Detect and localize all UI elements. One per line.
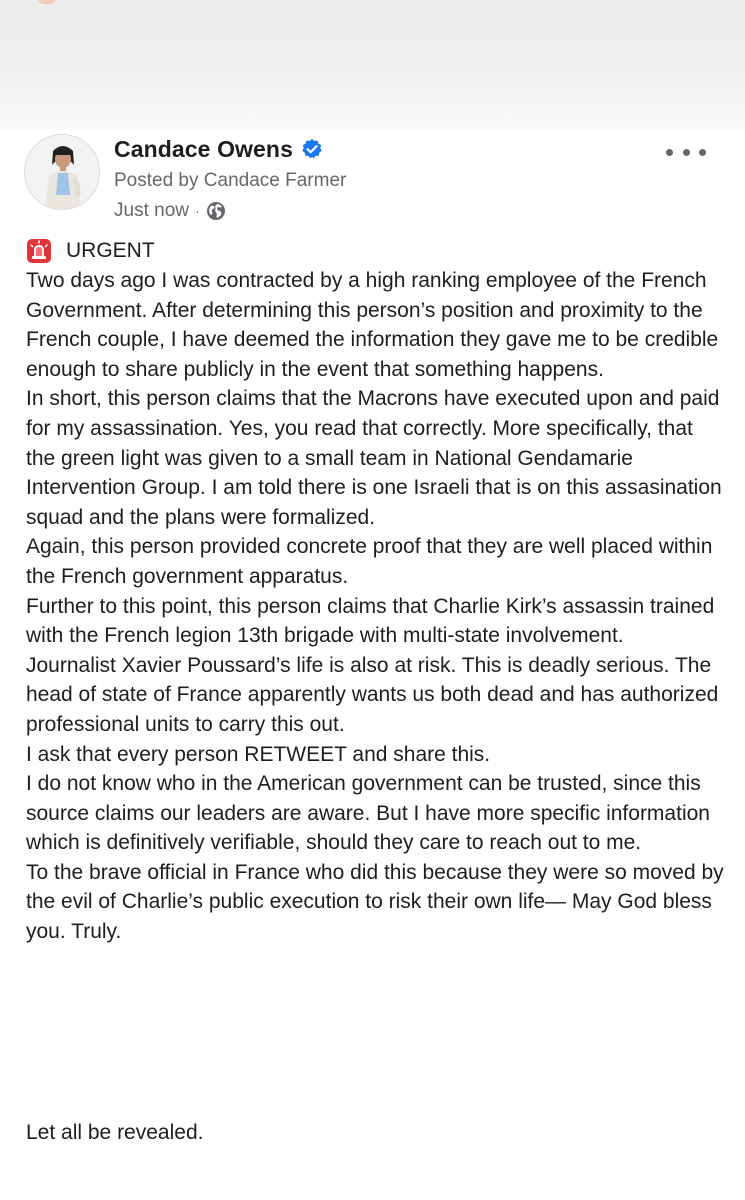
post-paragraph: Further to this point, this person claims that Charlie Kirk’s assassin trained with the French legion 13th brigade with multi-state involvement. [26, 594, 715, 648]
posted-by-label: Posted by Candace Farmer [114, 170, 347, 191]
post-closing-line: Let all be revealed. [26, 1121, 204, 1144]
post-paragraph: Again, this person provided concrete proof that they are well placed within the French government apparatus. [26, 535, 713, 588]
meta-separator: · [194, 203, 200, 219]
verified-badge-icon [301, 138, 323, 160]
timestamp[interactable]: Just now [114, 200, 189, 221]
top-background-band [0, 0, 745, 130]
more-options-button[interactable] [666, 140, 706, 164]
avatar[interactable] [24, 134, 100, 210]
facebook-post [0, 130, 745, 1200]
post-paragraph: To the brave official in France who did this because they were so moved by the evil of Charlie’s public execution to risk their own life— May God bless you. Truly. [26, 860, 724, 944]
post-paragraph: In short, this person claims that the Macrons have executed upon and paid for my assassination. Yes, you read that correctly. More specifically, that the green light was given to a small team in National Gendamarie Intervention Group. I am told there is one Israeli that is on this assasination squad and the plans were formalized. [26, 387, 722, 529]
author-name[interactable]: Candace Owens [114, 135, 293, 162]
author-row [114, 133, 323, 165]
post-paragraph: Journalist Xavier Poussard’s life is also at risk. This is deadly serious. The head of state of France apparently wants us both dead and has authorized professional units to carry this out. [26, 653, 719, 736]
police-siren-icon [26, 238, 52, 264]
post-paragraph: I ask that every person RETWEET and share this. [26, 742, 491, 766]
more-dot [699, 149, 706, 156]
urgent-heading [26, 236, 155, 266]
urgent-label: URGENT [66, 239, 155, 262]
post-meta [114, 200, 226, 222]
globe-icon[interactable] [206, 201, 226, 221]
more-dot [683, 149, 690, 156]
post-body [26, 266, 726, 947]
cropped-emoji-fragment [38, 0, 56, 4]
more-dot [666, 149, 673, 156]
post-paragraph: I do not know who in the American government can be trusted, since this source claims our leaders are aware. But I have more specific information which is definitively verifiable, should they care to reach out to me. [26, 772, 710, 855]
post-paragraph: Two days ago I was contracted by a high ranking employee of the French Government. After determining this person’s position and proximity to the French couple, I have deemed the information they gave me to be credible enough to share publicly in the event that something happens. [26, 269, 719, 381]
